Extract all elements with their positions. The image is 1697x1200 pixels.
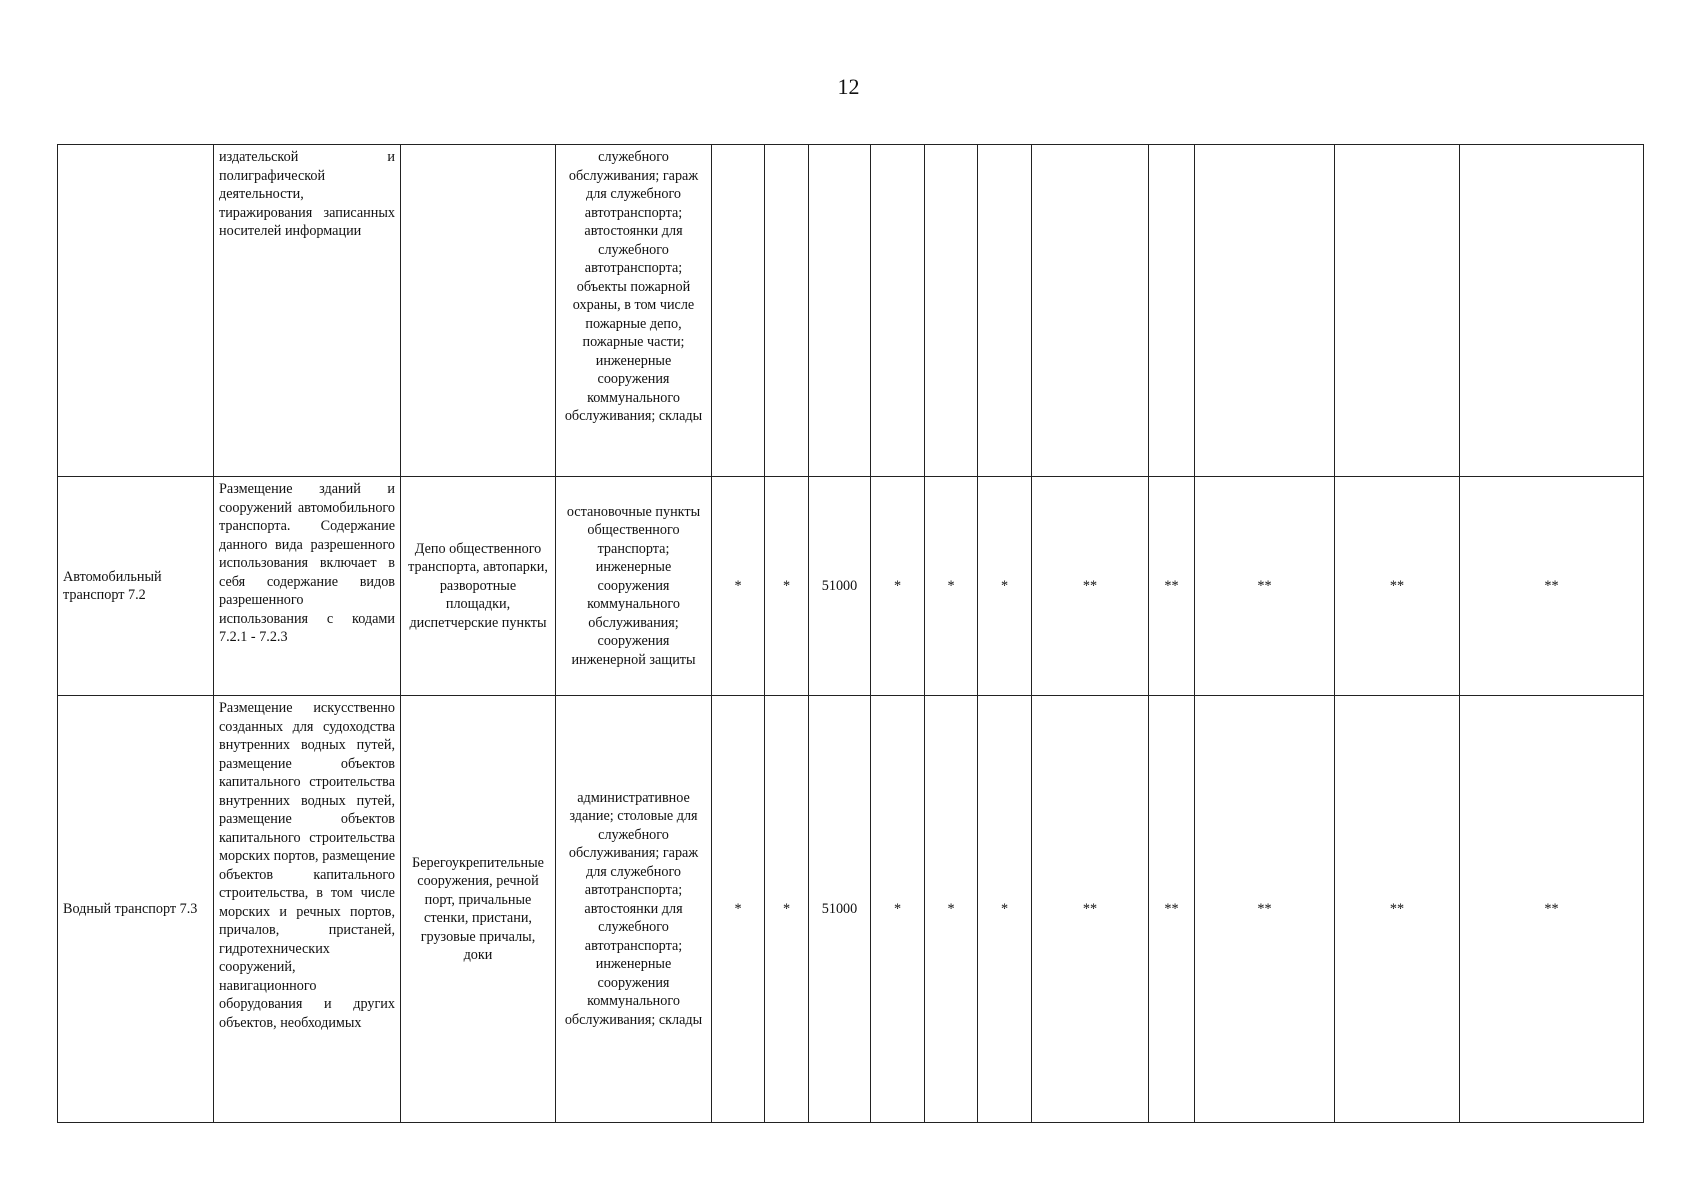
value-cell: * xyxy=(765,477,809,696)
main-uses xyxy=(401,145,556,477)
value-cell xyxy=(1149,145,1195,477)
value-cell: * xyxy=(712,696,765,1123)
use-type-description: Размещение зданий и сооружений автомобильного транспорта. Содержание данного вида разрешенного использования включает в себя содержание видов разрешенного использования с кодами 7.2.1 - 7.2.3 xyxy=(214,477,401,696)
use-type-name: Водный транспорт 7.3 xyxy=(58,696,214,1123)
value-cell: ** xyxy=(1460,477,1644,696)
use-type-description: издательской и полиграфической деятельности, тиражирования записанных носителей информации xyxy=(214,145,401,477)
value-cell: ** xyxy=(1032,477,1149,696)
value-cell: ** xyxy=(1195,477,1335,696)
value-cell xyxy=(1032,145,1149,477)
value-cell: ** xyxy=(1460,696,1644,1123)
table-row xyxy=(58,477,1644,696)
value-cell: ** xyxy=(1195,696,1335,1123)
value-cell: * xyxy=(925,477,978,696)
value-cell xyxy=(978,145,1032,477)
value-cell: * xyxy=(978,477,1032,696)
value-cell xyxy=(1195,145,1335,477)
auxiliary-uses: административное здание; столовые для служебного обслуживания; гараж для служебного автотранспорта; автостоянки для служебного автотранспорта; инженерные сооружения коммунального обслуживания; склады xyxy=(556,696,712,1123)
value-cell: ** xyxy=(1335,696,1460,1123)
table-row xyxy=(58,696,1644,1123)
use-type-description: Размещение искусственно созданных для судоходства внутренних водных путей, размещение объектов капитального строительства внутренних водных путей, размещение объектов капитального строительства морских портов, размещение объектов капитального строительства, в том числе морских и речных портов, причалов, пристаней, гидротехнических сооружений, навигационного оборудования и других объектов, необходимых xyxy=(214,696,401,1123)
value-cell xyxy=(765,145,809,477)
use-type-name xyxy=(58,145,214,477)
value-cell: * xyxy=(871,696,925,1123)
page-number: 12 xyxy=(837,74,860,99)
value-cell: * xyxy=(712,477,765,696)
auxiliary-uses: остановочные пункты общественного транспорта; инженерные сооружения коммунального обслуживания; сооружения инженерной защиты xyxy=(556,477,712,696)
table-row xyxy=(58,145,1644,477)
value-cell: * xyxy=(871,477,925,696)
value-cell: * xyxy=(765,696,809,1123)
value-cell: 51000 xyxy=(809,477,871,696)
value-cell xyxy=(871,145,925,477)
value-cell: * xyxy=(978,696,1032,1123)
auxiliary-uses: служебного обслуживания; гараж для служебного автотранспорта; автостоянки для служебного автотранспорта; объекты пожарной охраны, в том числе пожарные депо, пожарные части; инженерные сооружения коммунального обслуживания; склады xyxy=(556,145,712,477)
value-cell: * xyxy=(925,696,978,1123)
value-cell xyxy=(1335,145,1460,477)
value-cell: ** xyxy=(1149,696,1195,1123)
value-cell: ** xyxy=(1149,477,1195,696)
land-use-regulations-table xyxy=(57,144,1644,1123)
main-uses: Депо общественного транспорта, автопарки, разворотные площадки, диспетчерские пункты xyxy=(401,477,556,696)
value-cell: ** xyxy=(1032,696,1149,1123)
value-cell xyxy=(1460,145,1644,477)
value-cell: 51000 xyxy=(809,696,871,1123)
main-uses: Берегоукрепительные сооружения, речной порт, причальные стенки, пристани, грузовые причалы, доки xyxy=(401,696,556,1123)
use-type-name: Автомобильный транспорт 7.2 xyxy=(58,477,214,696)
value-cell xyxy=(925,145,978,477)
value-cell xyxy=(809,145,871,477)
value-cell xyxy=(712,145,765,477)
value-cell: ** xyxy=(1335,477,1460,696)
